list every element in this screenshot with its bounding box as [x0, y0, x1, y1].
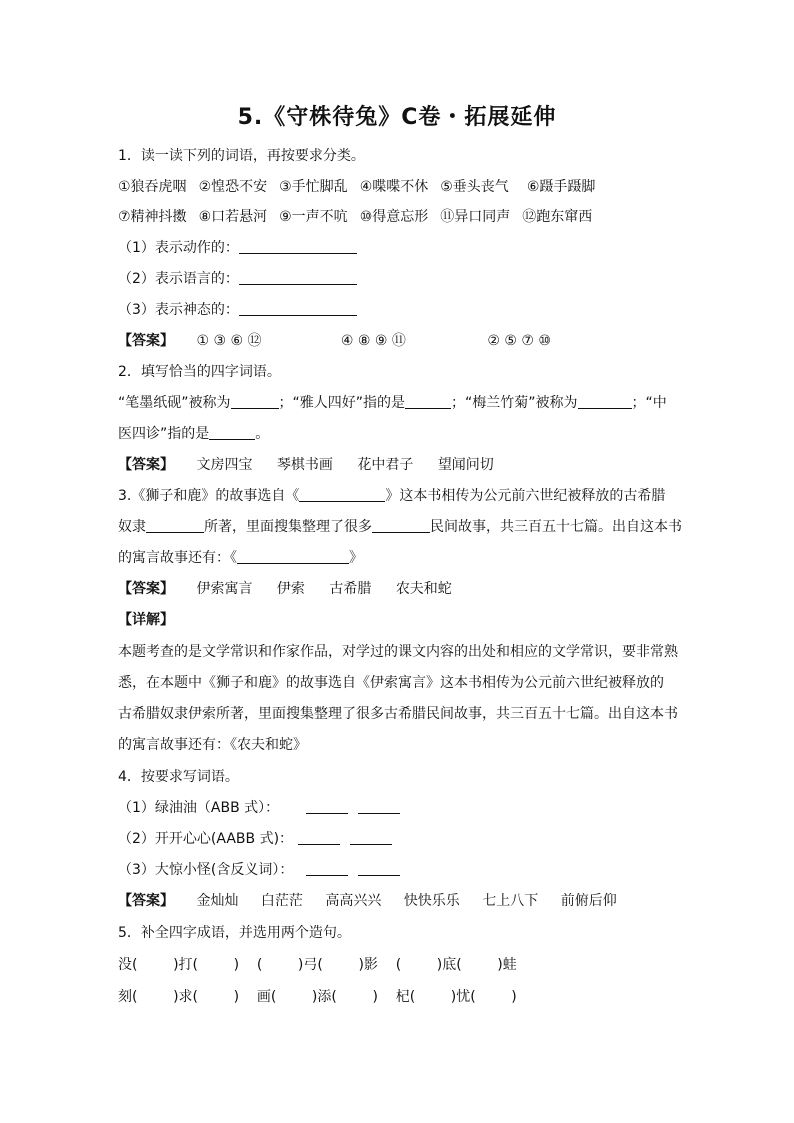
answer-value: 望闻问切 [437, 457, 494, 473]
answer-value: 农夫和蛇 [395, 581, 452, 597]
detail-text-line: 本题考查的是文学常识和作家作品，对学过的课文内容的出处和相应的文学常识，要非常熟 [118, 644, 678, 660]
word-option: ⑫跑东窜西 [522, 209, 593, 225]
answer-value: ② ⑤ ⑦ ⑩ [487, 333, 551, 349]
question-text: 的寓言故事还有：《 [118, 550, 237, 566]
word-option: ⑦精神抖擞 [118, 209, 187, 225]
answer-value: 琴棋书画 [276, 457, 333, 473]
answer-value: ④ ⑧ ⑨ ⑪ [340, 333, 406, 349]
word-option: ⑥蹑手蹑脚 [526, 179, 596, 195]
q3-text-line-3 [118, 548, 678, 568]
answer-label: 【答案】 [118, 893, 174, 909]
q1-sub-3 [118, 300, 678, 320]
answer-value: 高高兴兴 [325, 893, 382, 909]
word-option: ⑪异口同声 [440, 209, 511, 225]
question-text: ；“雅人四好”指的是 [278, 395, 406, 411]
word-option: ⑤垂头丧气 [440, 179, 509, 195]
answer-blank [358, 799, 400, 814]
answer-blank [231, 394, 279, 409]
answer-blank [239, 239, 357, 254]
question-text: “笔墨纸砚”被称为 [118, 395, 231, 411]
page-title: 5.《守株待兔》C卷・拓展延伸 [237, 105, 557, 130]
detail-text-line: 的寓言故事还有：《农夫和蛇》 [118, 737, 307, 753]
answer-blank [146, 518, 204, 533]
word-option: ⑨一声不吭 [279, 209, 348, 225]
answer-label: 【答案】 [118, 581, 174, 597]
q3-text-line-2 [118, 517, 682, 537]
sub-question-label: （2）表示语言的： [118, 271, 239, 287]
answer-value: 七上八下 [482, 893, 539, 909]
word-option: ②惶恐不安 [198, 179, 268, 195]
answer-label: 【答案】 [118, 333, 174, 349]
answer-value: 伊索 [276, 581, 305, 597]
answer-value: 伊索寓言 [196, 581, 253, 597]
question-text: 奴隶 [118, 519, 146, 535]
answer-blank [578, 394, 632, 409]
question-text: ；“中 [631, 395, 667, 411]
answer-blank [358, 861, 400, 876]
q5-idiom-row-2: 刻( )求( ) 画( )添( ) 杞( )忧( ) [118, 989, 517, 1005]
q4-sub-2 [118, 829, 678, 849]
word-option: ⑧口若悬河 [198, 209, 268, 225]
answer-blank [306, 799, 348, 814]
answer-blank [306, 861, 348, 876]
q1-sub-1 [118, 238, 678, 258]
q2-answer [118, 455, 678, 475]
detail-label: 【详解】 [118, 612, 174, 628]
q3-answer [118, 579, 678, 599]
q1-stem: 1．读一读下列的词语，再按要求分类。 [118, 148, 365, 164]
question-text: 民间故事，共三百五十七篇。出自这本书 [430, 519, 682, 535]
answer-blank [298, 830, 340, 845]
answer-blank [299, 487, 385, 502]
sub-question-label: （1）绿油油（ABB 式）： [118, 800, 280, 816]
q2-stem: 2．填写恰当的四字词语。 [118, 364, 281, 380]
question-text: 所著，里面搜集整理了很多 [204, 519, 372, 535]
question-text: 医四诊”指的是 [118, 426, 210, 442]
q5-stem: 5．补全四字成语，并选用两个造句。 [118, 925, 351, 941]
answer-value: 古希腊 [329, 581, 372, 597]
word-option: ③手忙脚乱 [279, 179, 348, 195]
answer-value: 前俯后仰 [560, 893, 617, 909]
q5-idiom-row-1: 没( )打( ) ( )弓( )影 ( )底( )蛙 [118, 957, 517, 973]
q1-word-row-2 [118, 207, 678, 227]
word-option: ⑩得意忘形 [359, 209, 429, 225]
question-text: 3.《狮子和鹿》的故事选自《 [118, 488, 300, 504]
question-text: 。 [255, 426, 270, 442]
answer-blank [405, 394, 451, 409]
answer-value: ① ③ ⑥ ⑫ [196, 333, 262, 349]
sub-question-label: （1）表示动作的： [118, 240, 239, 256]
q1-word-row-1 [118, 177, 678, 197]
sub-question-label: （3）大惊小怪(含反义词）： [118, 862, 294, 878]
q4-stem: 4．按要求写词语。 [118, 769, 239, 785]
answer-value: 金灿灿 [196, 893, 239, 909]
q1-sub-2 [118, 269, 678, 289]
q2-text-line-2 [118, 424, 678, 444]
detail-text-line: 悉，在本题中《狮子和鹿》的故事选自《伊索寓言》这本书相传为公元前六世纪被释放的 [118, 675, 664, 691]
word-option: ①狼吞虎咽 [118, 179, 187, 195]
q3-text-line-1 [118, 486, 678, 506]
sub-question-label: （3）表示神态的： [118, 302, 239, 318]
q2-text-line-1 [118, 393, 678, 413]
word-option: ④喋喋不休 [359, 179, 429, 195]
answer-value: 文房四宝 [196, 457, 253, 473]
answer-blank [209, 425, 255, 440]
question-text: 》 [349, 550, 363, 566]
q4-sub-1 [118, 798, 678, 818]
sub-question-label: （2）开开心心(AABB 式)： [118, 831, 294, 847]
detail-text-line: 古希腊奴隶伊索所著，里面搜集整理了很多古希腊民间故事，共三百五十七篇。出自这本书 [118, 706, 678, 722]
answer-blank [350, 830, 392, 845]
q4-sub-3 [118, 860, 678, 880]
q1-answer [118, 331, 678, 351]
question-text: 》这本书相传为公元前六世纪被释放的古希腊 [385, 488, 666, 504]
answer-label: 【答案】 [118, 457, 174, 473]
answer-blank [239, 301, 357, 316]
answer-blank [372, 518, 430, 533]
q4-answer [118, 891, 678, 911]
answer-value: 快快乐乐 [403, 893, 460, 909]
answer-value: 花中君子 [357, 457, 414, 473]
answer-blank [237, 549, 349, 564]
answer-value: 白茫茫 [260, 893, 303, 909]
answer-blank [239, 270, 357, 285]
question-text: ；“梅兰竹菊”被称为 [451, 395, 578, 411]
